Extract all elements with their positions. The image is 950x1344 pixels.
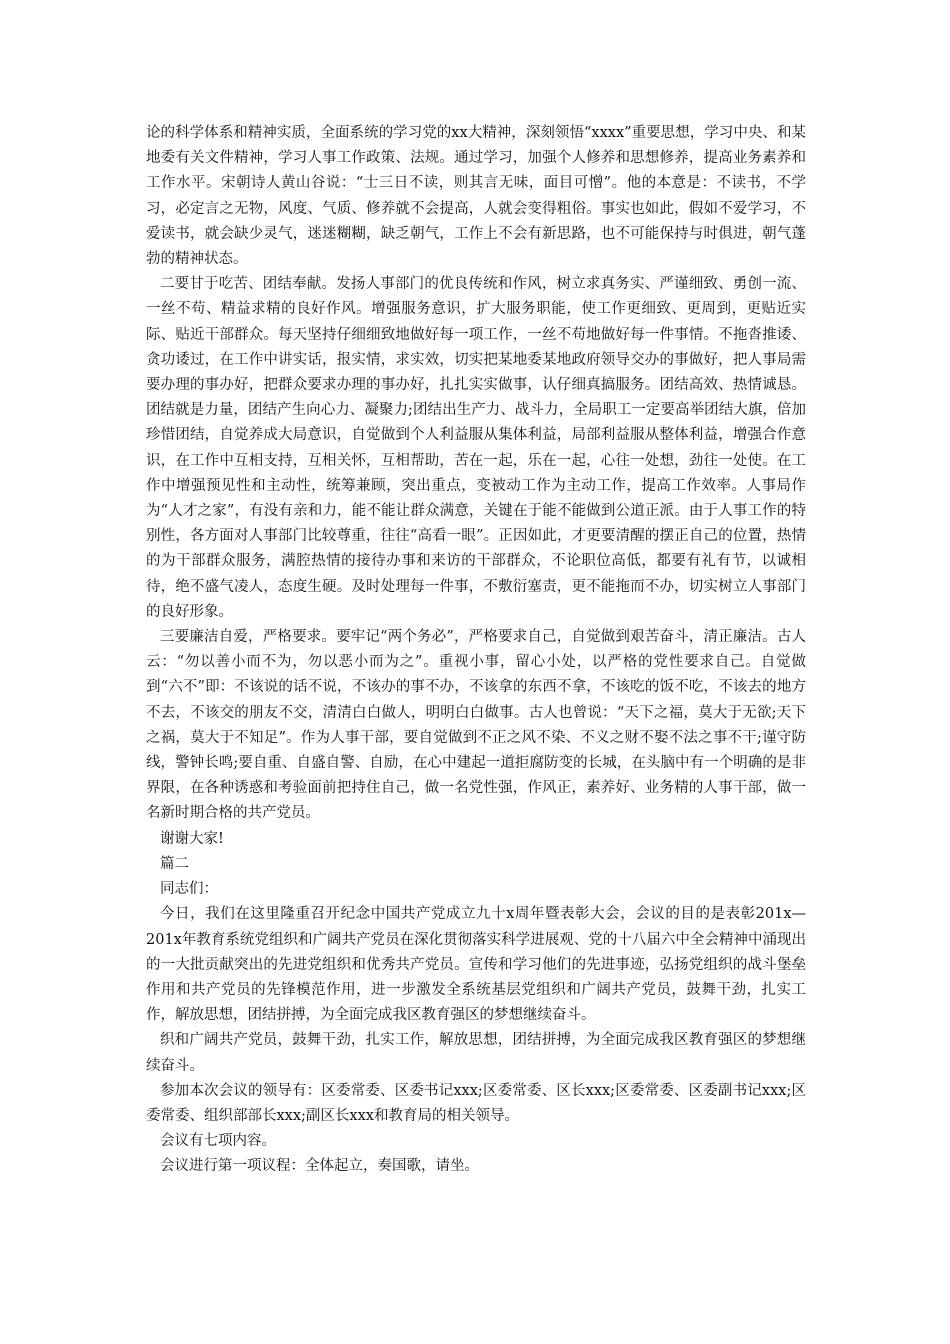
paragraph: 会议进行第一项议程：全体起立，奏国歌，请坐。 [160,1158,479,1175]
salutation: 同志们： [160,881,218,898]
paragraph: 二要甘于吃苦、团结奉献。发扬人事部门的优良传统和作风，树立求真务实、严谨细致、勇创一流、一丝不苟、精益求精的良好作风。增强服务意识，扩大服务职能，使工作更细致、更周到，更贴近实际、贴近干部群众。每天坚持仔细细致地做好每一项工作，一丝不苟地做好每一件事情。不拖沓推诿、贪功诿过，在工作中讲实话，报实情，求实效，切实把某地委某地政府领导交办的事做好，把人事局需要办理的事办好，把群众要求办理的事办好，扎扎实实做事，认仔细真搞服务。团结高效、热情诚恳。团结就是力量，团结产生向心力、凝聚力;团结出生产力、战斗力，全局职工一定要高举团结大旗，倍加珍惜团结，自觉养成大局意识，自觉做到个人利益服从集体利益，局部利益服从整体利益，增强合作意识，在工作中互相支持，互相关怀，互相帮助，苦在一起，乐在一起，心往一处想，劲往一处使。在工作中增强预见性和主动性，统筹兼顾，突出重点，变被动工作为主动工作，提高工作效率。人事局作为“人才之家”，有没有亲和力，能不能让群众满意，关键在于能不能做到公道正派。由于人事工作的特别性，各方面对人事部门比较尊重，往往“高看一眼”。正因如此，才更要清醒的摆正自己的位置，热情的为干部群众服务，满腔热情的接待办事和来访的干部群众，不论职位高低，都要有礼有节，以诚相待，绝不盛气凌人，态度生硬。及时处理每一件事，不敷衍塞责，更不能拖而不办，切实树立人事部门的良好形象。 [146,276,806,620]
paragraph: 织和广阔共产党员，鼓舞干劲，扎实工作，解放思想，团结拼搏，为全面完成我区教育强区的梦想继续奋斗。 [146,1032,806,1074]
section-heading: 篇二 [160,855,189,872]
paragraph: 三要廉洁自爱，严格要求。要牢记“两个务必”，严格要求自己，自觉做到艰苦奋斗，清正廉洁。古人云：“勿以善小而不为，勿以恶小而为之”。重视小事，留心小处，以严格的党性要求自己。自觉做到“六不”即：不该说的话不说，不该办的事不办，不该拿的东西不拿，不该吃的饭不吃，不该去的地方不去，不该交的朋友不交，清清白白做人，明明白白做事。古人也曾说：“天下之福，莫大于无欲;天下之祸，莫大于不知足”。作为人事干部，要自觉做到不正之风不染、不义之财不娶不法之事不干;谨守防线，警钟长鸣;要自重、自盛自警、自励，在心中建起一道拒腐防变的长城，在头脑中有一个明确的是非界限，在各种诱惑和考验面前把持住自己，做一名党性强，作风正，素养好、业务精的人事干部，做一名新时期合格的共产党员。 [146,629,806,822]
paragraph: 参加本次会议的领导有：区委常委、区委书记xxx;区委常委、区长xxx;区委常委、区委副书记xxx;区委常委、组织部部长xxx;副区长xxx和教育局的相关领导。 [146,1082,806,1124]
document-body [146,121,806,1180]
closing-line: 谢谢大家! [160,830,224,847]
paragraph: 会议有七项内容。 [160,1133,276,1150]
paragraph: 论的科学体系和精神实质，全面系统的学习党的xx大精神，深刻领悟“xxxx”重要思想，学习中央、和某地委有关文件精神，学习人事工作政策、法规。通过学习，加强个人修养和思想修养，提高业务素养和工作水平。宋朝诗人黄山谷说：“士三日不读，则其言无味，面目可憎”。他的本意是：不读书，不学习，必定言之无物，风度、气质、修养就不会提高，人就会变得粗俗。事实也如此，假如不爱学习，不爱读书，就会缺少灵气，迷迷糊糊，缺乏朝气，工作上不会有新思路，也不可能保持与时俱进，朝气蓬勃的精神状态。 [146,125,806,268]
paragraph: 今日，我们在这里隆重召开纪念中国共产党成立九十x周年暨表彰大会，会议的目的是表彰201x—201x年教育系统党组织和广阔共产党员在深化贯彻落实科学进展观、党的十八届六中全会精神中涌现出的一大批贡献突出的先进党组织和优秀共产党员。宣传和学习他们的先进事迹，弘扬党组织的战斗堡垒作用和共产党员的先锋模范作用，进一步激发全系统基层党组织和广阔共产党员，鼓舞干劲，扎实工作，解放思想，团结拼搏，为全面完成我区教育强区的梦想继续奋斗。 [146,906,806,1024]
